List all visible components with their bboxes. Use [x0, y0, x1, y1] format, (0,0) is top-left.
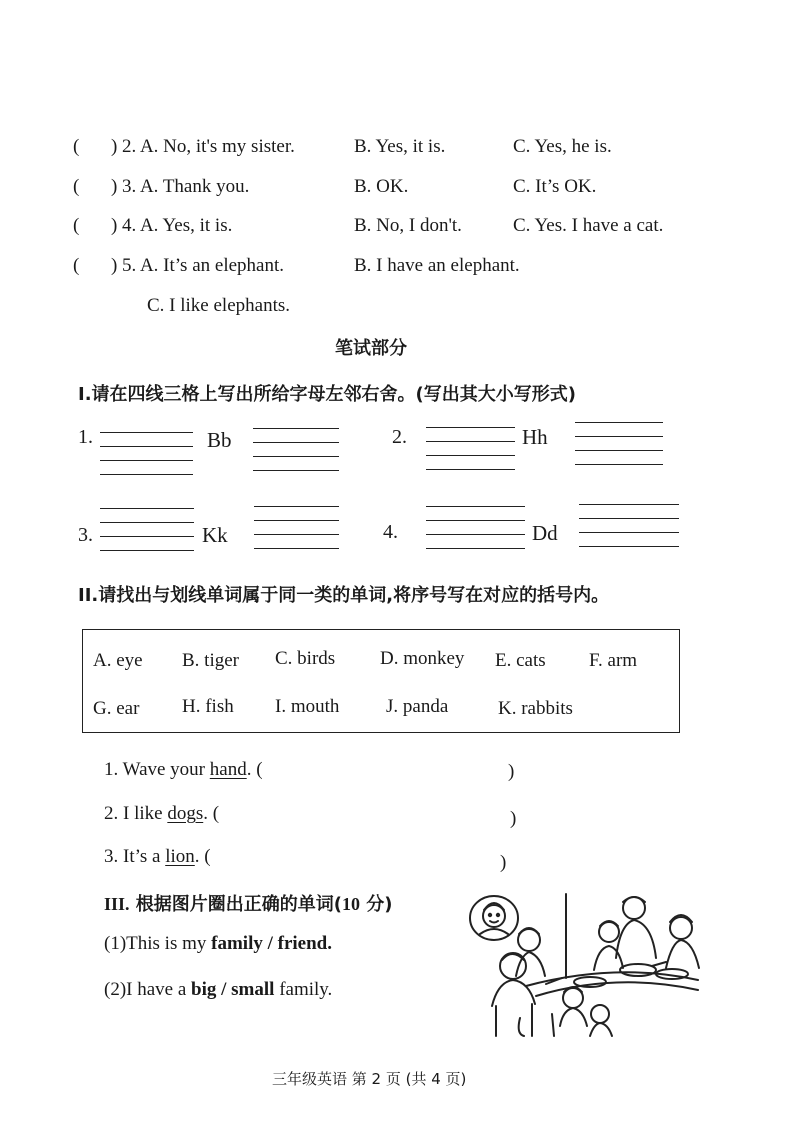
word-option: A. eye [93, 650, 143, 671]
word-option: C. birds [275, 648, 336, 669]
word-option: K. rabbits [498, 698, 573, 719]
word-option: B. tiger [182, 650, 239, 671]
word-option: D. monkey [380, 648, 465, 669]
item-1-letter: Bb [207, 428, 232, 452]
word-option: F. arm [589, 650, 638, 671]
option-a: 5. A. It’s an elephant. [122, 255, 284, 276]
answer-paren-close: ) [111, 255, 118, 276]
question-text: (2)I have a [104, 979, 192, 1000]
answer-paren-open: ( [73, 255, 80, 276]
option-a: 3. A. Thank you. [122, 176, 250, 197]
section-3-text: 根据图片圈出正确的单词( [129, 894, 343, 915]
choice-words[interactable]: family / friend. [211, 933, 332, 954]
answer-paren-close: ) [111, 136, 118, 157]
option-c: C. Yes. I have a cat. [513, 215, 664, 236]
family-dinner-illustration [466, 888, 710, 1038]
word-option: J. panda [386, 696, 449, 717]
answer-paren-open: ( [73, 176, 80, 197]
answer-paren-open: ( [73, 136, 80, 157]
underlined-word: dogs [167, 803, 204, 824]
item-2-letter: Hh [522, 425, 548, 449]
section-3-number: III. [104, 894, 130, 914]
question-paren-close: ) [500, 852, 507, 873]
section-1-title: I.请在四线三格上写出所给字母左邻右舍。(写出其大小写形式) [78, 384, 576, 405]
word-option: G. ear [93, 698, 140, 719]
item-3-letter: Kk [202, 523, 228, 547]
word-bank-box [82, 629, 680, 733]
answer-paren-close: ) [111, 176, 118, 197]
section-2-title: II.请找出与划线单词属于同一类的单词,将序号写在对应的括号内。 [78, 585, 610, 606]
question-paren-open[interactable]: . ( [194, 846, 211, 867]
item-4-letter: Dd [532, 521, 558, 545]
word-option: I. mouth [275, 696, 340, 717]
option-b: B. No, I don't. [354, 215, 462, 236]
question-paren-close: ) [508, 761, 515, 782]
option-a: 4. A. Yes, it is. [122, 215, 233, 236]
option-b: B. OK. [354, 176, 409, 197]
question-paren-open[interactable]: . ( [246, 759, 263, 780]
question-text: 1. Wave your [104, 759, 210, 780]
item-2-number: 2. [392, 426, 407, 448]
section-3-question-1 [104, 933, 332, 955]
section-3-title [104, 890, 393, 916]
answer-paren-close: ) [111, 215, 118, 236]
item-3-number: 3. [78, 524, 93, 546]
option-b: B. I have an elephant. [354, 255, 520, 276]
underlined-word: hand [209, 759, 247, 780]
word-option: H. fish [182, 696, 234, 717]
item-4-number: 4. [383, 521, 398, 543]
option-a: 2. A. No, it's my sister. [122, 136, 295, 157]
option-c: C. It’s OK. [513, 176, 597, 197]
question-text-end: family. [274, 979, 333, 1000]
option-b: B. Yes, it is. [354, 136, 446, 157]
choice-words[interactable]: big / small [191, 979, 275, 1000]
question-text: 2. I like [104, 803, 168, 824]
question-text: (1)This is my [104, 933, 212, 954]
underlined-word: lion [165, 846, 195, 867]
answer-paren-open: ( [73, 215, 80, 236]
section-3-suffix: 分) [360, 894, 393, 915]
option-c: C. I like elephants. [147, 295, 290, 316]
option-c: C. Yes, he is. [513, 136, 612, 157]
page-footer: 三年级英语 第 2 页 (共 4 页) [272, 1070, 467, 1088]
item-1-number: 1. [78, 426, 93, 448]
section-3-question-2 [104, 979, 332, 1001]
question-paren-open[interactable]: . ( [203, 803, 220, 824]
written-section-heading: 笔试部分 [335, 338, 407, 359]
question-paren-close: ) [510, 808, 517, 829]
word-option: E. cats [495, 650, 546, 671]
section-3-score: 10 [342, 894, 361, 914]
question-text: 3. It’s a [104, 846, 166, 867]
